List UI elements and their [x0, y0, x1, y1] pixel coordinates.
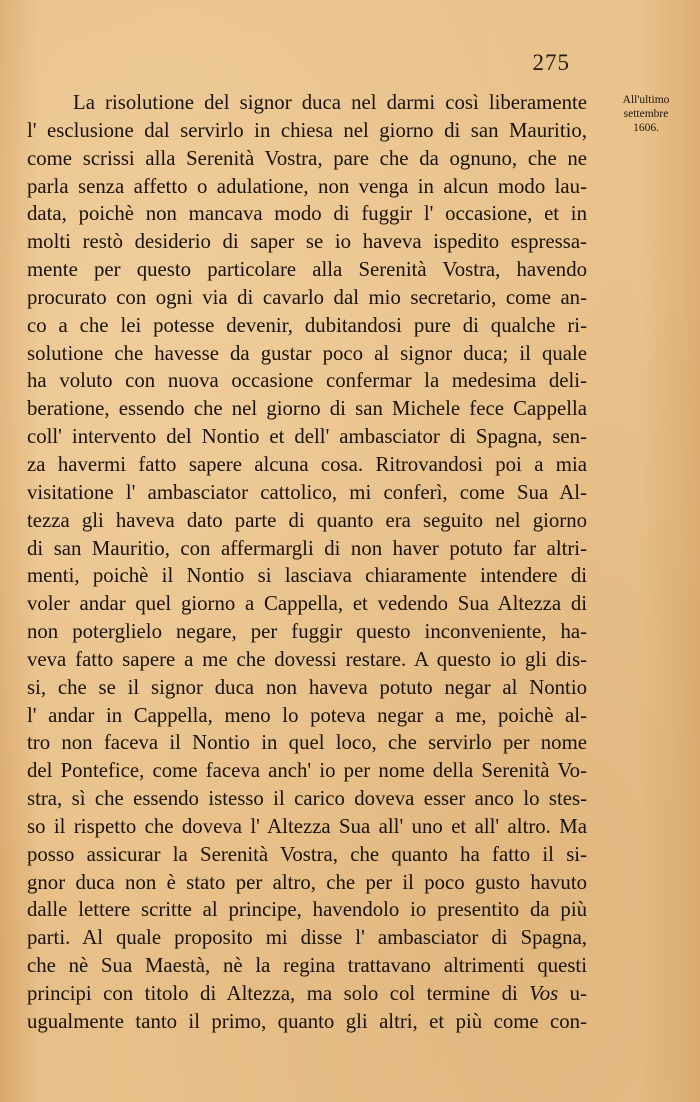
margin-note-line: settembre [623, 108, 669, 120]
text-line: La risolutione del signor duca nel darmi così liberamente [73, 91, 587, 114]
text-line-with-italic [27, 980, 587, 1008]
text-line: l' esclusione dal servirlo in chiesa nel giorno di san Mauritio, [27, 118, 587, 142]
text-line: procurato con ogni via di cavarlo dal mio secretario, come an- [27, 285, 587, 309]
text-line: dalle lettere scritte al principe, havendolo io presentito da più [27, 898, 587, 922]
text-line: za havermi fatto sapere alcuna cosa. Ritrovandosi poi a mia [27, 452, 587, 476]
body-text [27, 89, 587, 1036]
text-line: data, poichè non mancava modo di fuggir l' occasione, et in [27, 202, 587, 226]
text-line: posso assicurar la Serenità Vostra, che quanto ha fatto il si- [27, 842, 587, 866]
text-line: che nè Sua Maestà, nè la regina trattavano altrimenti questi [27, 954, 587, 978]
text-line: di san Mauritio, con affermargli di non haver potuto far altri- [27, 536, 587, 560]
italic-word: Vos [529, 982, 559, 1005]
text-line: so il rispetto che doveva l' Altezza Sua all' uno et all' altro. Ma [27, 814, 587, 838]
text-line-segment: principi con titolo di Altezza, ma solo col termine di [27, 982, 518, 1005]
page-number: 275 [532, 50, 570, 75]
text-line: beratione, essendo che nel giorno di san Michele fece Cappella [27, 397, 587, 421]
text-line: tro non faceva il Nontio in quel loco, che servirlo per nome [27, 731, 587, 755]
text-line: co a che lei potesse devenir, dubitandosi pure di qualche ri- [27, 313, 587, 337]
text-line: ugualmente tanto il primo, quanto gli altri, et più come con- [27, 1009, 587, 1033]
text-line: menti, poichè il Nontio si lasciava chiaramente intendere di [27, 564, 587, 588]
margin-note-date [596, 93, 696, 135]
text-line: solutione che havesse da gustar poco al signor duca; il quale [27, 341, 587, 365]
text-line: gnor duca non è stato per altro, che per il poco gusto havuto [27, 870, 587, 894]
text-line: del Pontefice, come faceva anch' io per nome della Serenità Vo- [27, 759, 587, 783]
text-line: tezza gli haveva dato parte di quanto era seguito nel giorno [27, 508, 587, 532]
text-line: parti. Al quale proposito mi disse l' ambasciator di Spagna, [27, 926, 587, 950]
text-line: ha voluto con nuova occasione confermar la medesima deli- [27, 369, 587, 393]
text-line: molti restò desiderio di saper se io haveva ispedito espressa- [27, 230, 587, 254]
text-line: mente per questo particolare alla Serenità Vostra, havendo [27, 258, 587, 282]
text-line: l' andar in Cappella, meno lo poteva negar a me, poichè al- [27, 703, 587, 727]
text-line: voler andar quel giorno a Cappella, et vedendo Sua Altezza di [27, 592, 587, 616]
text-line: parla senza affetto o adulatione, non venga in alcun modo lau- [27, 174, 587, 198]
text-line: come scrissi alla Serenità Vostra, pare che da ognuno, che ne [27, 146, 587, 170]
text-line-segment: u- [558, 982, 587, 1005]
text-line: non poterglielo negare, per fuggir questo inconveniente, ha- [27, 620, 587, 644]
margin-note-line: All'ultimo [622, 94, 670, 106]
margin-note-line: 1606. [633, 122, 659, 134]
text-line: visitatione l' ambasciator cattolico, mi conferì, come Sua Al- [27, 480, 587, 504]
text-line: veva fatto sapere a me che dovessi restare. A questo io gli dis- [27, 647, 587, 671]
text-line: coll' intervento del Nontio et dell' ambasciator di Spagna, sen- [27, 425, 587, 449]
text-line: si, che se il signor duca non haveva potuto negar al Nontio [27, 675, 587, 699]
text-line: stra, sì che essendo istesso il carico doveva esser anco lo stes- [27, 787, 587, 811]
